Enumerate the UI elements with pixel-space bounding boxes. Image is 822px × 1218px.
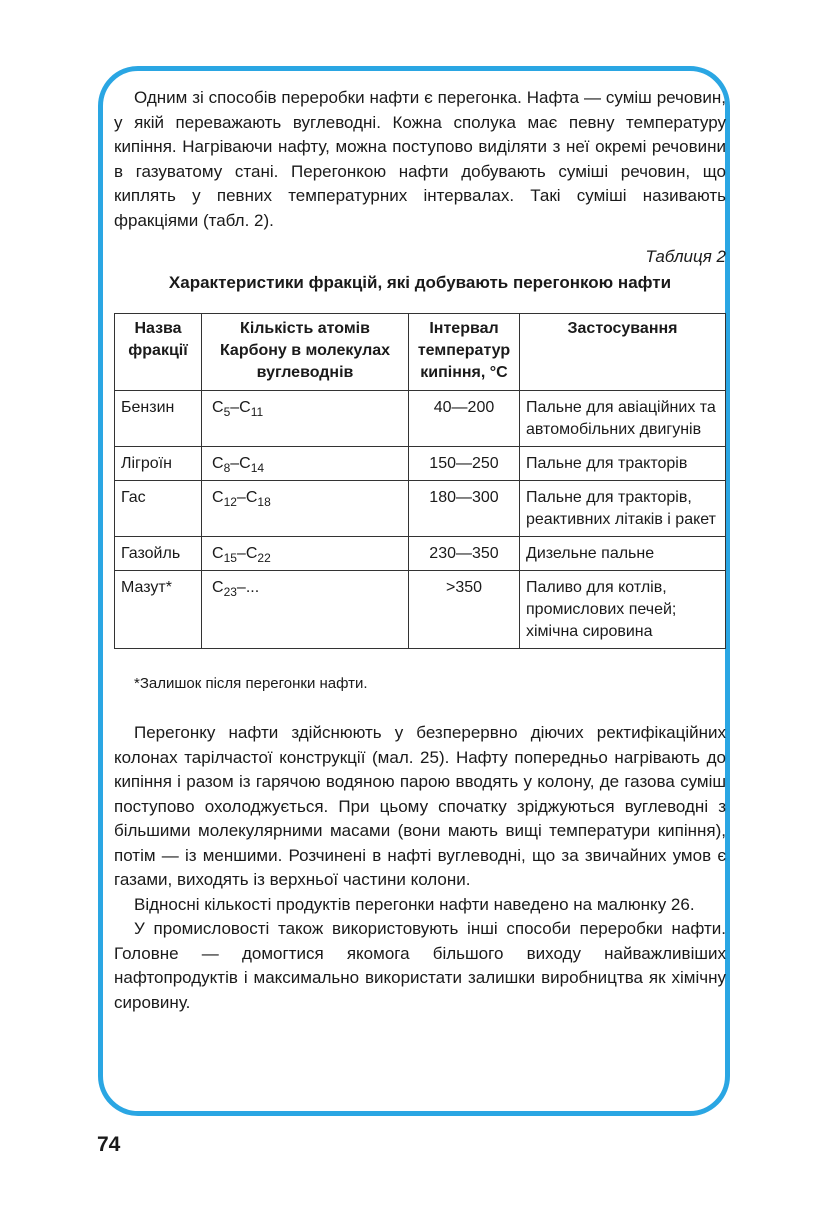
table-row (115, 481, 726, 537)
table-body (115, 391, 726, 649)
page-content (114, 86, 726, 1015)
carbon-range: $С_{15}-С_{22}$ (202, 537, 409, 571)
page-number: 74 (97, 1133, 121, 1156)
table-row (115, 571, 726, 649)
table-header-row (115, 314, 726, 391)
fraction-usage: Паливо для котлів, промислових печей; хімічна сировина (520, 571, 726, 649)
boiling-interval: 40—200 (409, 391, 520, 447)
fraction-usage: Дизельне пальне (520, 537, 726, 571)
body-paragraphs (114, 721, 726, 1015)
fraction-name: Газойль (115, 537, 202, 571)
intro-paragraph: Одним зі способів переробки нафти є перегонка. Нафта — суміш речовин, у якій переважають вуглеводні. Кожна сполука має певну температуру кипіння. Нагріваючи нафту, можна поступово виділяти з неї окремі речовини в газуватому стані. Перегонкою нафти добувають суміші речовин, що киплять у певних температурних інтервалах. Такі суміші називають фракціями (табл. 2). (114, 88, 726, 230)
fractions-table (114, 313, 726, 649)
header-usage: Застосування (520, 314, 726, 391)
body-paragraph: Перегонку нафти здійснюють у безперервно діючих ректифікаційних колонах тарілчастої конструкції (мал. 25). Нафту попередньо нагрівають до кипіння і разом із гарячою водяною парою вводять у колону, де газова суміш поступово охолоджується. При цьому спочатку зріджуються вуглеводні з більшими молекулярними масами (вони мають вищі температури кипіння), потім — із меншими. Розчинені в нафті вуглеводні, що за звичайних умов є газами, виходять із верхньої частини колони. (114, 723, 726, 889)
carbon-range: $С_{23}-$... (202, 571, 409, 649)
boiling-interval: 180—300 (409, 481, 520, 537)
fraction-name: Бензин (115, 391, 202, 447)
fraction-name: Лігроїн (115, 447, 202, 481)
table-footnote: *Залишок після перегонки нафти. (134, 675, 368, 692)
fraction-name: Гас (115, 481, 202, 537)
header-atoms: Кількість атомів Карбону в молекулах вуглеводнів (202, 314, 409, 391)
table-number: Таблиця 2 (645, 247, 726, 266)
carbon-range: $С_8-С_{14}$ (202, 447, 409, 481)
table-row (115, 391, 726, 447)
body-paragraph: У промисловості також використовують інші способи переробки нафти. Головне — домогтися якомога більшого виходу найважливіших нафтопродуктів і максимально використати залишки виробництва як хімічну сировину. (114, 919, 726, 1012)
table-row (115, 537, 726, 571)
table-row (115, 447, 726, 481)
fraction-usage: Пальне для тракторів, реактивних літаків і ракет (520, 481, 726, 537)
table-title: Характеристики фракцій, які добувають перегонкою нафти (168, 273, 672, 292)
fraction-usage: Пальне для авіаційних та автомобільних двигунів (520, 391, 726, 447)
boiling-interval: 150—250 (409, 447, 520, 481)
boiling-interval: 230—350 (409, 537, 520, 571)
body-paragraph: Відносні кількості продуктів перегонки нафти наведено на малюнку 26. (134, 894, 695, 914)
header-interval: Інтервал температур кипіння, °С (409, 314, 520, 391)
fraction-usage: Пальне для тракторів (520, 447, 726, 481)
header-name: Назва фракції (115, 314, 202, 391)
boiling-interval: >350 (409, 571, 520, 649)
fraction-name: Мазут* (115, 571, 202, 649)
carbon-range: $С_{12}-С_{18}$ (202, 481, 409, 537)
carbon-range: $С_5-С_{11}$ (202, 391, 409, 447)
